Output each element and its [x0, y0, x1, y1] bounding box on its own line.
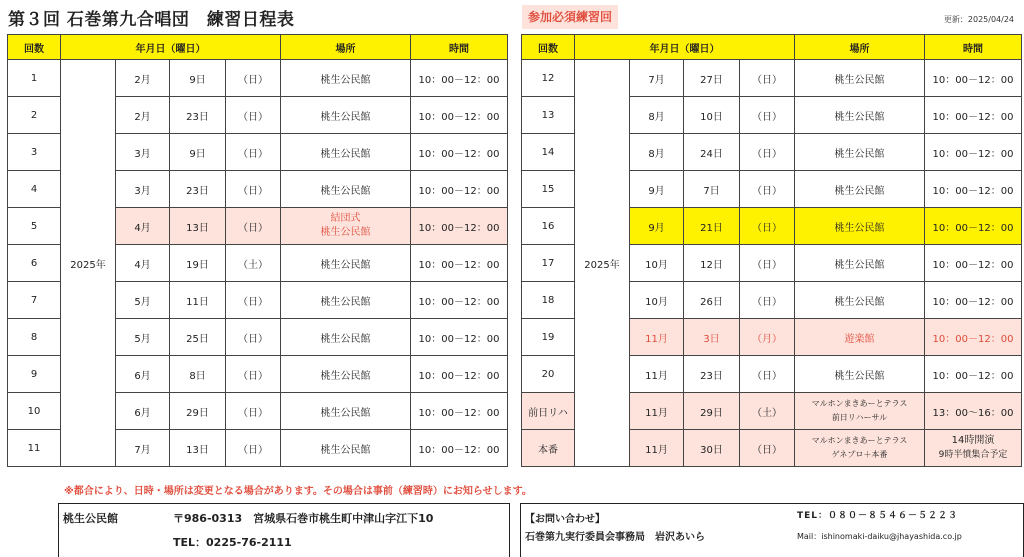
day-cell: 9日 — [170, 60, 226, 97]
day-cell: 9日 — [170, 134, 226, 171]
place-line-2: 前日リハーサル — [831, 413, 888, 422]
place-cell — [795, 430, 925, 467]
weekday-cell: （日） — [740, 134, 795, 171]
day-cell: 29日 — [684, 393, 740, 430]
place-cell: 桃生公民館 — [281, 356, 411, 393]
weekday-cell: （日） — [226, 319, 281, 356]
month-cell: 2月 — [116, 97, 170, 134]
day-cell: 26日 — [684, 282, 740, 319]
header-no: 回数 — [8, 35, 61, 60]
place-cell: 桃生公民館 — [795, 171, 925, 208]
place-cell: 桃生公民館 — [281, 60, 411, 97]
day-cell: 12日 — [684, 245, 740, 282]
day-cell: 29日 — [170, 393, 226, 430]
place-cell: 桃生公民館 — [795, 282, 925, 319]
day-cell: 19日 — [170, 245, 226, 282]
place-cell: 桃生公民館 — [795, 356, 925, 393]
header-date: 年月日（曜日） — [61, 35, 281, 60]
schedule-table-left — [7, 34, 508, 467]
time-cell: 10：00－12：00 — [925, 134, 1022, 171]
weekday-cell: （日） — [226, 134, 281, 171]
row-number: 12 — [522, 60, 575, 97]
weekday-cell: （日） — [226, 393, 281, 430]
change-notice: ※都合により、日時・場所は変更となる場合があります。その場合は事前（練習時）にお知らせします。 — [64, 486, 532, 497]
table-row — [8, 60, 508, 97]
row-number: 8 — [8, 319, 61, 356]
row-number: 9 — [8, 356, 61, 393]
month-cell: 11月 — [630, 356, 684, 393]
weekday-cell: （日） — [226, 430, 281, 467]
row-number: 4 — [8, 171, 61, 208]
day-cell: 25日 — [170, 319, 226, 356]
weekday-cell: （日） — [226, 356, 281, 393]
time-cell: 13：00～16：00 — [925, 393, 1022, 430]
time-cell: 10：00－12：00 — [925, 319, 1022, 356]
time-cell: 10：00－12：00 — [411, 60, 508, 97]
day-cell: 8日 — [170, 356, 226, 393]
day-cell: 13日 — [170, 430, 226, 467]
day-cell: 13日 — [170, 208, 226, 245]
day-cell: 30日 — [684, 430, 740, 467]
month-cell: 6月 — [116, 356, 170, 393]
mandatory-badge: 参加必須練習回 — [522, 5, 618, 29]
place-cell: 桃生公民館 — [281, 430, 411, 467]
time-line-1: 14時開演 — [951, 435, 995, 446]
header-place: 場所 — [795, 35, 925, 60]
row-number: 16 — [522, 208, 575, 245]
place-cell: 桃生公民館 — [795, 245, 925, 282]
venue-tel: TEL：0225-76-2111 — [173, 536, 292, 549]
row-number: 19 — [522, 319, 575, 356]
place-cell — [795, 393, 925, 430]
place-cell: 桃生公民館 — [795, 208, 925, 245]
place-cell: 遊楽館 — [795, 319, 925, 356]
weekday-cell: （土） — [740, 393, 795, 430]
place-line-2: ゲネプロ＋本番 — [831, 450, 888, 459]
month-cell: 9月 — [630, 208, 684, 245]
month-cell: 10月 — [630, 245, 684, 282]
table-row — [522, 60, 1022, 97]
table-header-row — [522, 35, 1022, 60]
row-number: 2 — [8, 97, 61, 134]
row-number: 15 — [522, 171, 575, 208]
row-number: 5 — [8, 208, 61, 245]
place-cell: 桃生公民館 — [281, 319, 411, 356]
place-line-1: 結団式 — [330, 213, 361, 224]
weekday-cell: （日） — [740, 430, 795, 467]
page-title: 第３回 石巻第九合唱団 練習日程表 — [8, 10, 295, 30]
weekday-cell: （日） — [740, 171, 795, 208]
row-number: 3 — [8, 134, 61, 171]
row-number: 20 — [522, 356, 575, 393]
month-cell: 9月 — [630, 171, 684, 208]
day-cell: 3日 — [684, 319, 740, 356]
weekday-cell: （日） — [740, 282, 795, 319]
row-number: 前日リハ — [522, 393, 575, 430]
header-time: 時間 — [411, 35, 508, 60]
time-cell: 10：00－12：00 — [925, 97, 1022, 134]
contact-org: 石巻第九実行委員会事務局 岩沢あいら — [525, 532, 705, 543]
place-line-1: マルホンまきあーとテラス — [811, 399, 908, 408]
row-number: 7 — [8, 282, 61, 319]
contact-box — [520, 503, 1024, 557]
header-time: 時間 — [925, 35, 1022, 60]
place-line-1: マルホンまきあーとテラス — [811, 436, 908, 445]
weekday-cell: （日） — [740, 356, 795, 393]
time-cell: 10：00－12：00 — [411, 356, 508, 393]
row-number: 11 — [8, 430, 61, 467]
place-cell: 桃生公民館 — [281, 134, 411, 171]
day-cell: 23日 — [170, 97, 226, 134]
weekday-cell: （日） — [226, 282, 281, 319]
day-cell: 27日 — [684, 60, 740, 97]
month-cell: 4月 — [116, 245, 170, 282]
row-number: 14 — [522, 134, 575, 171]
time-line-2: 9時半憤集合予定 — [938, 450, 1008, 460]
time-cell: 10：00－12：00 — [925, 60, 1022, 97]
weekday-cell: （日） — [740, 97, 795, 134]
venue-box — [58, 503, 510, 557]
place-cell: 桃生公民館 — [795, 60, 925, 97]
place-cell: 桃生公民館 — [281, 171, 411, 208]
place-cell: 桃生公民館 — [281, 393, 411, 430]
venue-address: 〒986-0313 宮城県石巻市桃生町中津山字江下10 — [173, 512, 434, 525]
place-cell: 桃生公民館 — [795, 97, 925, 134]
month-cell: 3月 — [116, 171, 170, 208]
time-cell: 10：00－12：00 — [925, 356, 1022, 393]
weekday-cell: （日） — [226, 60, 281, 97]
time-cell — [925, 430, 1022, 467]
place-cell — [281, 208, 411, 245]
table-header-row — [8, 35, 508, 60]
time-cell: 10：00－12：00 — [925, 245, 1022, 282]
month-cell: 11月 — [630, 430, 684, 467]
weekday-cell: （日） — [740, 208, 795, 245]
day-cell: 10日 — [684, 97, 740, 134]
weekday-cell: （日） — [226, 208, 281, 245]
time-cell: 10：00－12：00 — [411, 319, 508, 356]
header-date: 年月日（曜日） — [575, 35, 795, 60]
contact-tel: TEL：０８０－８５４６－５２２３ — [797, 511, 959, 521]
year-cell: 2025年 — [61, 60, 116, 467]
month-cell: 8月 — [630, 97, 684, 134]
updated-date: 更新：2025/04/24 — [943, 15, 1014, 24]
time-cell: 10：00－12：00 — [411, 393, 508, 430]
time-cell: 10：00－12：00 — [411, 282, 508, 319]
header-place: 場所 — [281, 35, 411, 60]
row-number: 10 — [8, 393, 61, 430]
month-cell: 8月 — [630, 134, 684, 171]
time-cell: 10：00－12：00 — [925, 282, 1022, 319]
time-cell: 10：00－12：00 — [411, 97, 508, 134]
time-cell: 10：00－12：00 — [411, 430, 508, 467]
schedule-table-right — [521, 34, 1022, 467]
time-cell: 10：00－12：00 — [925, 171, 1022, 208]
day-cell: 7日 — [684, 171, 740, 208]
weekday-cell: （日） — [226, 171, 281, 208]
month-cell: 11月 — [630, 319, 684, 356]
month-cell: 11月 — [630, 393, 684, 430]
row-number: 17 — [522, 245, 575, 282]
venue-name: 桃生公民館 — [63, 512, 118, 525]
month-cell: 4月 — [116, 208, 170, 245]
year-cell: 2025年 — [575, 60, 630, 467]
contact-mail: Mail：ishinomaki-daiku@jhayashida.co.jp — [797, 532, 962, 541]
place-cell: 桃生公民館 — [795, 134, 925, 171]
time-cell: 10：00－12：00 — [411, 245, 508, 282]
row-number: 18 — [522, 282, 575, 319]
header-no: 回数 — [522, 35, 575, 60]
contact-heading: 【お問い合わせ】 — [525, 514, 605, 525]
month-cell: 2月 — [116, 60, 170, 97]
time-cell: 10：00－12：00 — [925, 208, 1022, 245]
weekday-cell: （土） — [226, 245, 281, 282]
time-cell: 10：00－12：00 — [411, 134, 508, 171]
month-cell: 10月 — [630, 282, 684, 319]
day-cell: 23日 — [684, 356, 740, 393]
day-cell: 24日 — [684, 134, 740, 171]
row-number: 1 — [8, 60, 61, 97]
row-number: 13 — [522, 97, 575, 134]
row-number: 6 — [8, 245, 61, 282]
month-cell: 5月 — [116, 319, 170, 356]
month-cell: 7月 — [116, 430, 170, 467]
place-cell: 桃生公民館 — [281, 282, 411, 319]
month-cell: 5月 — [116, 282, 170, 319]
month-cell: 7月 — [630, 60, 684, 97]
time-cell: 10：00－12：00 — [411, 171, 508, 208]
time-cell: 10：00－12：00 — [411, 208, 508, 245]
place-cell: 桃生公民館 — [281, 245, 411, 282]
weekday-cell: （日） — [740, 60, 795, 97]
weekday-cell: （月） — [740, 319, 795, 356]
day-cell: 11日 — [170, 282, 226, 319]
month-cell: 3月 — [116, 134, 170, 171]
day-cell: 21日 — [684, 208, 740, 245]
month-cell: 6月 — [116, 393, 170, 430]
day-cell: 23日 — [170, 171, 226, 208]
place-line-2: 桃生公民館 — [320, 227, 371, 238]
weekday-cell: （日） — [226, 97, 281, 134]
row-number: 本番 — [522, 430, 575, 467]
weekday-cell: （日） — [740, 245, 795, 282]
place-cell: 桃生公民館 — [281, 97, 411, 134]
